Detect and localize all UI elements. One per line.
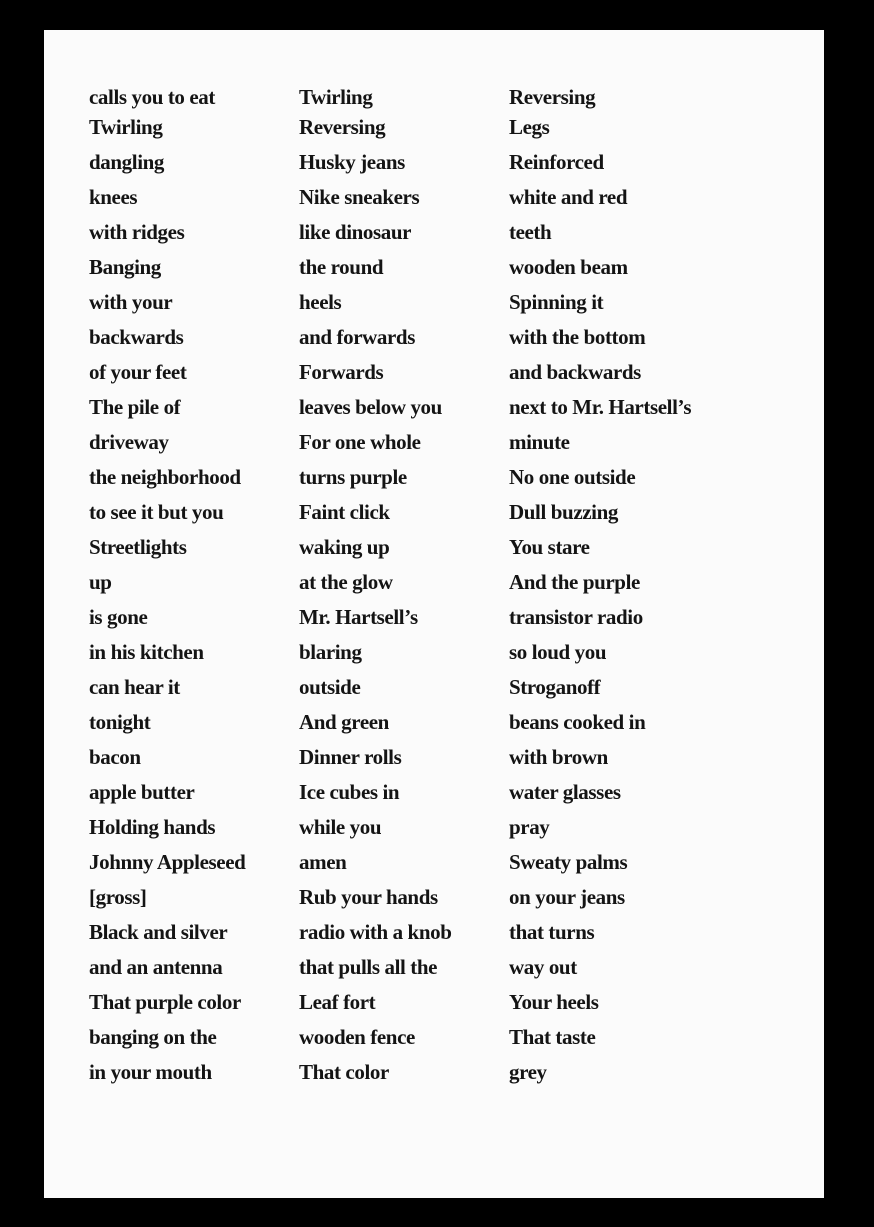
poem-line: that turns <box>509 920 595 944</box>
poem-line: Holding hands <box>89 815 216 839</box>
poem-line: dangling <box>89 150 165 174</box>
poem-line: And the purple <box>509 570 640 594</box>
poem-line: No one outside <box>509 465 636 489</box>
poem-line: Banging <box>89 255 161 279</box>
poem-line: Twirling <box>89 115 163 139</box>
poem-line: That purple color <box>89 990 241 1014</box>
poem-line: the round <box>299 255 384 279</box>
poem-line: to see it but you <box>89 500 224 524</box>
poem-line: and forwards <box>299 325 415 349</box>
poem-line: Reinforced <box>509 150 604 174</box>
poem-column-2 <box>299 84 509 1090</box>
poem-line: of your feet <box>89 360 187 384</box>
poem-line: grey <box>509 1060 547 1084</box>
poem-line: blaring <box>299 640 362 664</box>
poem-line: The pile of <box>89 395 181 419</box>
poem-line: bacon <box>89 745 141 769</box>
poem-line: And green <box>299 710 389 734</box>
poem-line: Stroganoff <box>509 675 601 699</box>
poem-line: and an antenna <box>89 955 223 979</box>
poem-line: outside <box>299 675 361 699</box>
poem-line: For one whole <box>299 430 421 454</box>
poem-columns <box>89 84 719 1090</box>
poem-line: white and red <box>509 185 628 209</box>
poem-line: on your jeans <box>509 885 625 909</box>
poem-line: water glasses <box>509 780 621 804</box>
poem-line: pray <box>509 815 550 839</box>
poem-line: That color <box>299 1060 389 1084</box>
poem-line: apple butter <box>89 780 195 804</box>
poem-line: leaves below you <box>299 395 442 419</box>
poem-line: Dinner rolls <box>299 745 402 769</box>
poem-line: heels <box>299 290 342 314</box>
poem-line: way out <box>509 955 577 979</box>
poem-line: Dull buzzing <box>509 500 618 524</box>
poem-line: knees <box>89 185 138 209</box>
poem-line: Nike sneakers <box>299 185 420 209</box>
poem-line: Reversing <box>509 85 596 109</box>
poem-line: Rub your hands <box>299 885 438 909</box>
poem-line: up <box>89 570 112 594</box>
poem-line: teeth <box>509 220 552 244</box>
poem-line: while you <box>299 815 382 839</box>
poem-column-1 <box>89 84 299 1090</box>
poem-line: can hear it <box>89 675 180 699</box>
poem-line: You stare <box>509 535 590 559</box>
poem-line: Reversing <box>299 115 386 139</box>
poem-line: with the bottom <box>509 325 646 349</box>
poem-line: backwards <box>89 325 184 349</box>
poem-line: with brown <box>509 745 608 769</box>
poem-line: [gross] <box>89 885 147 909</box>
poem-line: that pulls all the <box>299 955 438 979</box>
poem-column-3 <box>509 84 719 1090</box>
poem-line: beans cooked in <box>509 710 646 734</box>
poem-line: transistor radio <box>509 605 643 629</box>
poem-line: at the glow <box>299 570 393 594</box>
poem-line: Mr. Hartsell’s <box>299 605 418 629</box>
poem-line: so loud you <box>509 640 607 664</box>
poem-line: calls you to eat <box>89 85 215 109</box>
poem-line: Husky jeans <box>299 150 405 174</box>
poem-line: Your heels <box>509 990 599 1014</box>
poem-line: Spinning it <box>509 290 604 314</box>
poem-line: Johnny Appleseed <box>89 850 246 874</box>
poem-line: Faint click <box>299 500 390 524</box>
poem-line: with ridges <box>89 220 185 244</box>
poem-line: banging on the <box>89 1025 217 1049</box>
poem-line: turns purple <box>299 465 407 489</box>
poem-line: Sweaty palms <box>509 850 628 874</box>
poem-line: in your mouth <box>89 1060 212 1084</box>
poem-line: Forwards <box>299 360 384 384</box>
poem-line: is gone <box>89 605 148 629</box>
poem-line: wooden beam <box>509 255 628 279</box>
poem-line: Legs <box>509 115 550 139</box>
poem-line: radio with a knob <box>299 920 452 944</box>
poem-line: Twirling <box>299 85 373 109</box>
poem-page <box>44 30 824 1198</box>
poem-line: tonight <box>89 710 151 734</box>
poem-line: with your <box>89 290 173 314</box>
poem-line: and backwards <box>509 360 641 384</box>
poem-line: Leaf fort <box>299 990 376 1014</box>
poem-line: Black and silver <box>89 920 228 944</box>
poem-line: driveway <box>89 430 169 454</box>
poem-line: That taste <box>509 1025 596 1049</box>
poem-line: in his kitchen <box>89 640 204 664</box>
poem-line: waking up <box>299 535 390 559</box>
poem-line: wooden fence <box>299 1025 415 1049</box>
poem-line: amen <box>299 850 347 874</box>
poem-line: the neighborhood <box>89 465 241 489</box>
poem-line: Streetlights <box>89 535 187 559</box>
poem-line: like dinosaur <box>299 220 412 244</box>
poem-line: Ice cubes in <box>299 780 400 804</box>
poem-line: minute <box>509 430 570 454</box>
poem-line: next to Mr. Hartsell’s <box>509 395 692 419</box>
